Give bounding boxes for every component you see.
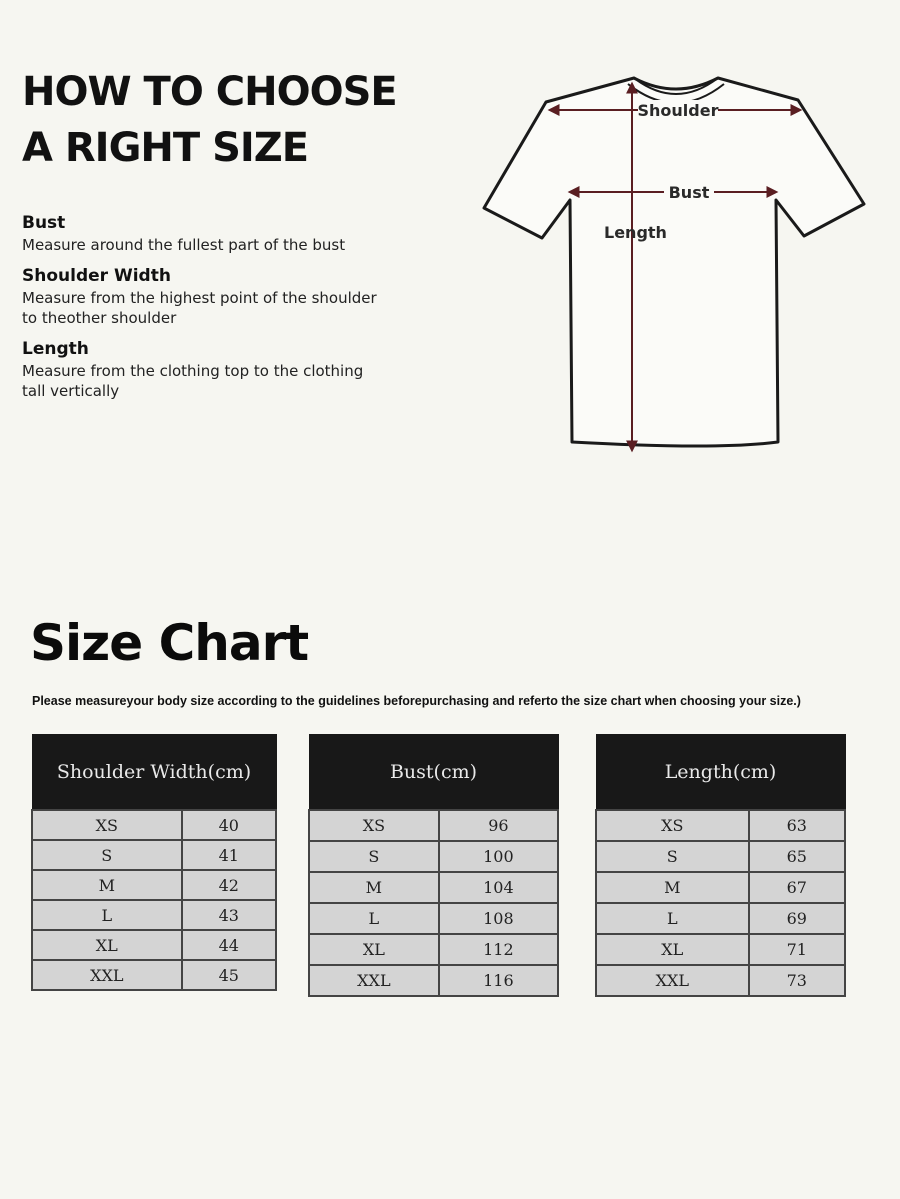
value-cell: 45 [182, 960, 276, 990]
measurement-name: Bust [22, 213, 66, 233]
size-chart-note: Please measureyour body size according to the guidelines beforepurchasing and referto the size chart when choosing your size.) [32, 694, 801, 708]
measurement-guide-list [22, 211, 422, 410]
size-cell: S [32, 840, 182, 870]
table-row [596, 841, 845, 872]
size-cell: XS [309, 810, 439, 841]
value-cell: 42 [182, 870, 276, 900]
value-cell: 44 [182, 930, 276, 960]
shoulder-width-table [31, 734, 277, 991]
table-row [32, 930, 276, 960]
table-header: Shoulder Width(cm) [32, 735, 276, 811]
size-cell: XXL [596, 965, 749, 996]
size-cell: XXL [32, 960, 182, 990]
value-cell: 104 [439, 872, 558, 903]
size-cell: XL [596, 934, 749, 965]
table-row [309, 872, 558, 903]
value-cell: 100 [439, 841, 558, 872]
size-cell: L [596, 903, 749, 934]
value-cell: 96 [439, 810, 558, 841]
shoulder-label: Shoulder [637, 101, 719, 120]
tshirt-diagram-svg [478, 70, 870, 460]
measurement-description: Measure from the clothing top to the clothing tall vertically [22, 362, 364, 400]
length-label: Length [604, 223, 667, 242]
measurement-item-shoulder-width [22, 264, 422, 328]
size-cell: XS [32, 810, 182, 840]
value-cell: 41 [182, 840, 276, 870]
tshirt-diagram [478, 70, 870, 460]
size-cell: L [32, 900, 182, 930]
guide-title [22, 64, 442, 176]
value-cell: 43 [182, 900, 276, 930]
value-cell: 73 [749, 965, 845, 996]
tshirt-outline [484, 78, 864, 446]
table-row [32, 960, 276, 990]
bust-table [308, 734, 559, 997]
size-cell: M [596, 872, 749, 903]
value-cell: 63 [749, 810, 845, 841]
measurement-name: Shoulder Width [22, 266, 171, 286]
size-cell: S [596, 841, 749, 872]
table-row [596, 872, 845, 903]
table-row [309, 934, 558, 965]
measurement-name: Length [22, 339, 89, 359]
value-cell: 65 [749, 841, 845, 872]
table-row [309, 903, 558, 934]
table-row [309, 810, 558, 841]
value-cell: 116 [439, 965, 558, 996]
table-row [596, 903, 845, 934]
value-cell: 112 [439, 934, 558, 965]
table-header: Length(cm) [596, 735, 845, 811]
value-cell: 71 [749, 934, 845, 965]
guide-title-line-1: HOW TO CHOOSE [22, 69, 397, 115]
table-row [32, 900, 276, 930]
table-row [32, 840, 276, 870]
table-row [309, 965, 558, 996]
length-table [595, 734, 846, 997]
table-row [596, 965, 845, 996]
size-cell: XS [596, 810, 749, 841]
size-cell: XL [309, 934, 439, 965]
size-cell: XL [32, 930, 182, 960]
value-cell: 67 [749, 872, 845, 903]
size-cell: L [309, 903, 439, 934]
table-row [32, 870, 276, 900]
bust-label: Bust [668, 183, 710, 202]
size-cell: XXL [309, 965, 439, 996]
size-cell: M [309, 872, 439, 903]
measurement-item-bust [22, 211, 422, 255]
size-cell: S [309, 841, 439, 872]
size-cell: M [32, 870, 182, 900]
table-row [32, 810, 276, 840]
measurement-item-length [22, 337, 422, 401]
table-row [309, 841, 558, 872]
table-row [596, 810, 845, 841]
table-header: Bust(cm) [309, 735, 558, 811]
measurement-description: Measure from the highest point of the shoulder to theother shoulder [22, 289, 377, 327]
value-cell: 69 [749, 903, 845, 934]
value-cell: 108 [439, 903, 558, 934]
size-chart-title: Size Chart [30, 614, 309, 672]
measurement-description: Measure around the fullest part of the bust [22, 236, 346, 254]
guide-title-line-2: A RIGHT SIZE [22, 125, 309, 171]
table-row [596, 934, 845, 965]
value-cell: 40 [182, 810, 276, 840]
